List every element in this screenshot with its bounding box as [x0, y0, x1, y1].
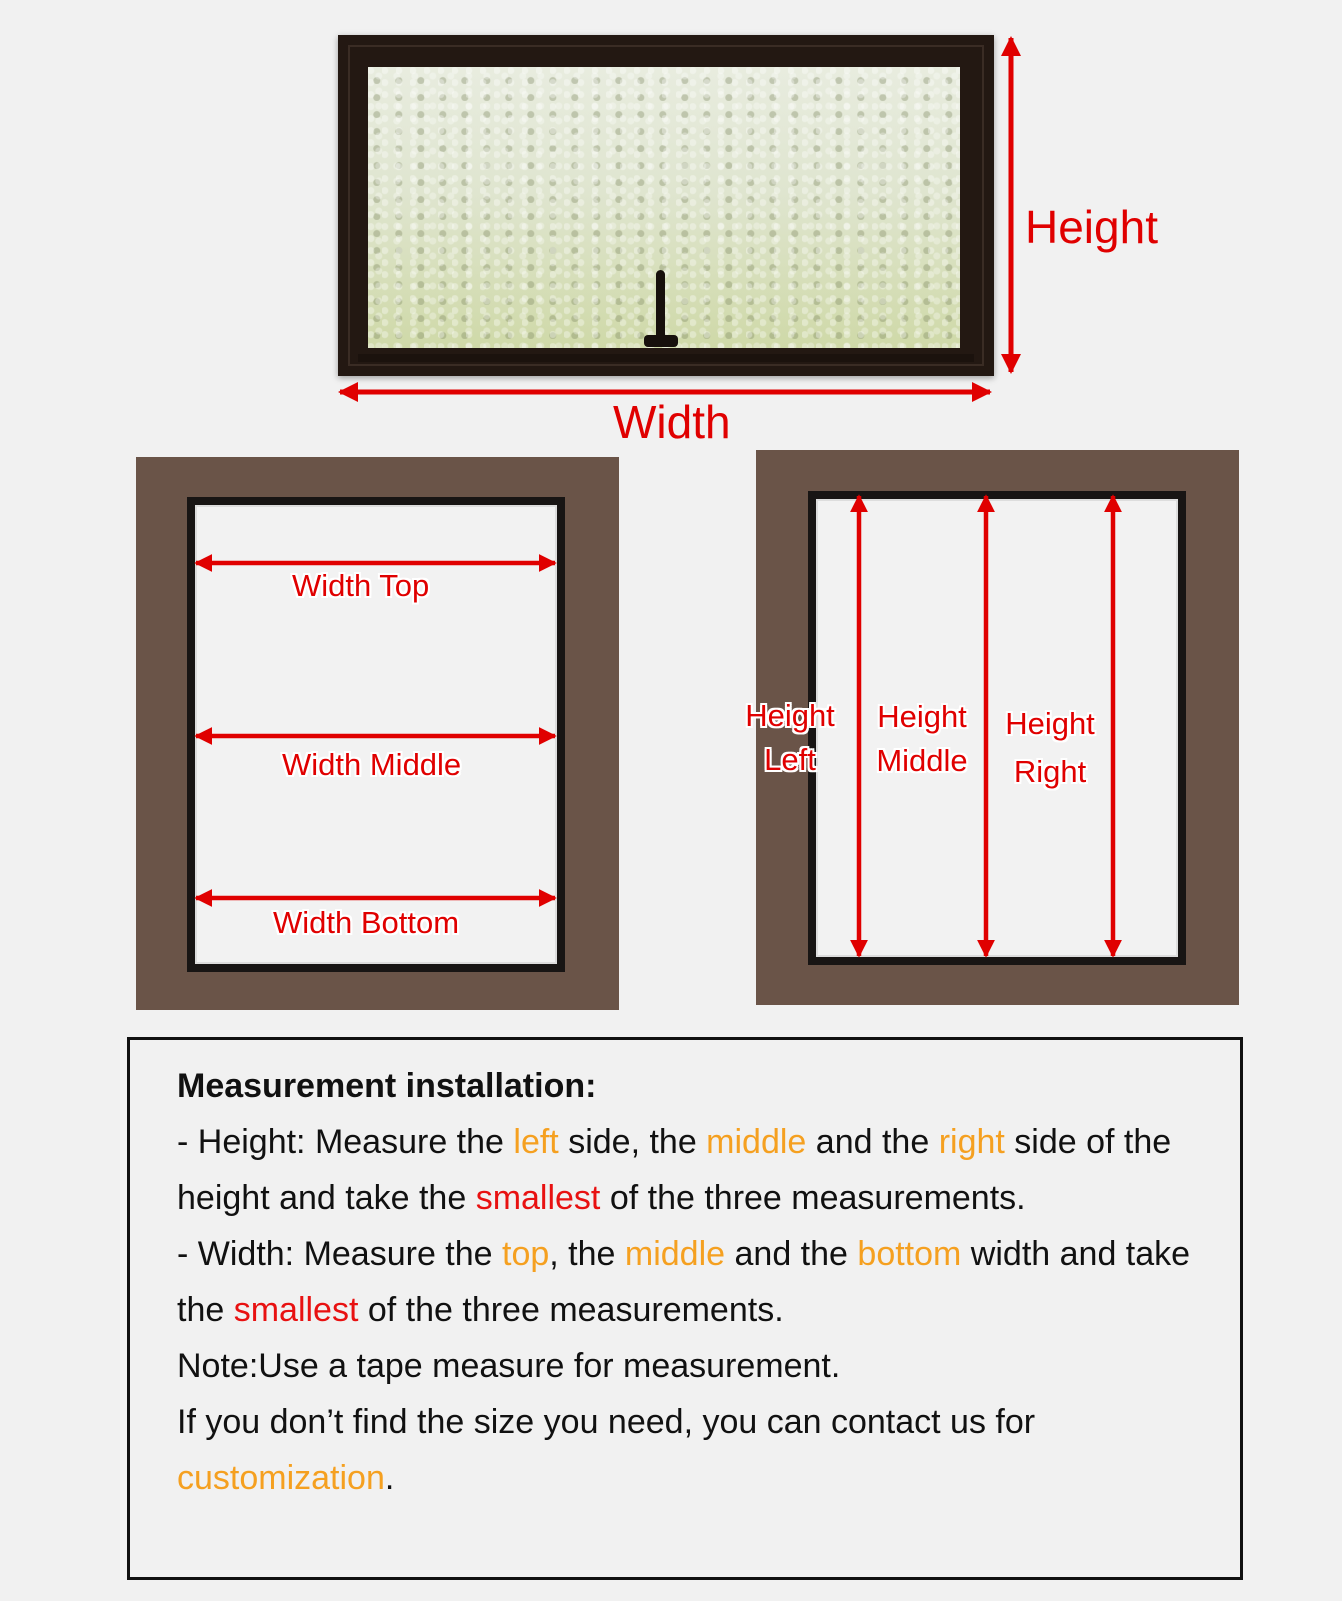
contact-suffix: . — [384, 1459, 395, 1497]
width-suffix: of the three measurements. — [358, 1291, 784, 1329]
highlight-width-middle: middle — [624, 1235, 726, 1273]
width-sep1: , the — [549, 1235, 625, 1273]
highlight-bottom: bottom — [857, 1235, 962, 1273]
highlight-left: left — [513, 1123, 559, 1161]
height-sep3: side of the height and take the — [177, 1123, 1172, 1217]
window-sill — [358, 354, 974, 362]
window-handle — [656, 270, 665, 342]
instructions-text — [177, 1058, 1210, 1506]
instructions-heading: Measurement installation: — [177, 1067, 597, 1105]
width-middle-label: Width Middle — [282, 747, 462, 782]
height-instruction — [177, 1114, 1210, 1226]
width-prefix: - Width: Measure the — [177, 1235, 503, 1273]
width-instruction — [177, 1226, 1210, 1338]
top-window-illustration — [338, 35, 994, 376]
highlight-smallest-width: smallest — [233, 1291, 359, 1329]
highlight-middle: middle — [706, 1123, 807, 1161]
width-sep3: width and take the — [177, 1235, 1191, 1329]
height-right-label — [995, 700, 1105, 796]
height-middle-label-line1: Height — [877, 699, 967, 734]
height-left-label-line2: Left — [764, 742, 816, 777]
height-suffix: of the three measurements. — [600, 1179, 1026, 1217]
height-left-label — [732, 694, 848, 782]
height-right-label-line1: Height — [1005, 706, 1095, 741]
height-middle-label — [866, 695, 978, 783]
height-right-label-line2: Right — [1013, 754, 1087, 789]
height-prefix: - Height: Measure the — [177, 1123, 514, 1161]
height-sep1: side, the — [558, 1123, 707, 1161]
highlight-top: top — [502, 1235, 550, 1273]
height-middle-label-line2: Middle — [876, 743, 968, 778]
window-handle-base — [644, 335, 678, 347]
highlight-right: right — [938, 1123, 1005, 1161]
instructions-box — [127, 1037, 1243, 1580]
customization-link[interactable]: customization — [177, 1459, 385, 1497]
width-bottom-label: Width Bottom — [273, 905, 460, 940]
width-sep2: and the — [725, 1235, 858, 1273]
highlight-smallest-height: smallest — [475, 1179, 601, 1217]
height-sep2: and the — [806, 1123, 939, 1161]
height-label: Height — [1025, 201, 1158, 253]
width-top-label: Width Top — [292, 568, 430, 603]
width-label: Width — [613, 396, 731, 448]
contact-text — [177, 1394, 1210, 1506]
contact-prefix: If you don’t find the size you need, you can contact us for — [177, 1403, 1036, 1441]
note-text: Note:Use a tape measure for measurement. — [177, 1347, 841, 1385]
height-left-label-line1: Height — [745, 698, 835, 733]
